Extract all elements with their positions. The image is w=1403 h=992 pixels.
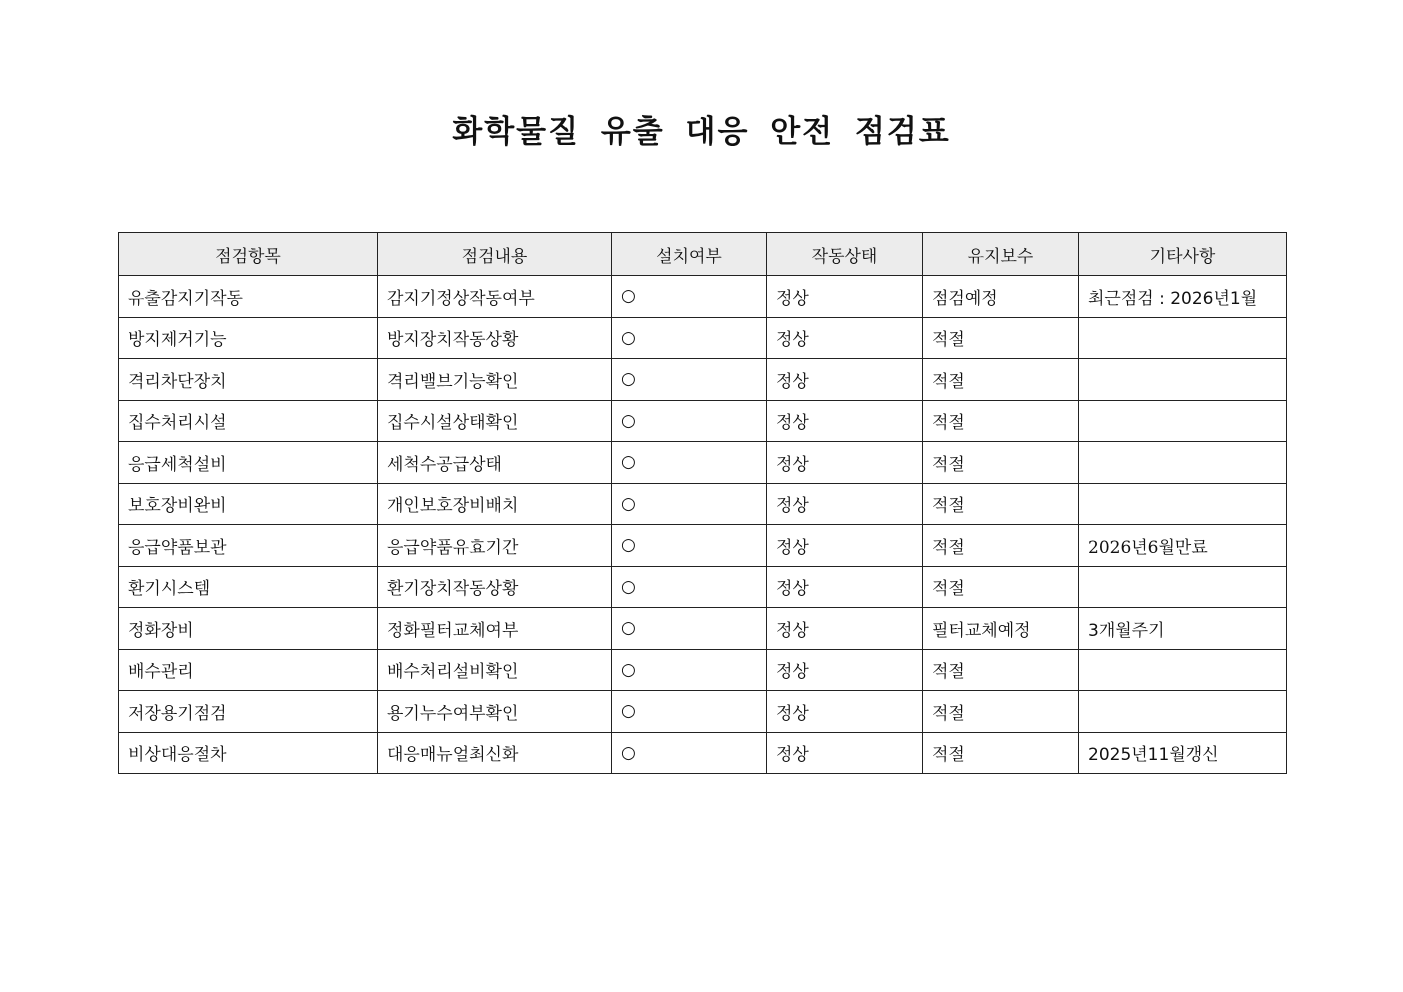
cell-item: 유출감지기작동 xyxy=(119,276,378,318)
table-row xyxy=(119,400,1287,442)
cell-maintenance: 점검예정 xyxy=(923,276,1079,318)
table-row xyxy=(119,649,1287,691)
cell-content: 배수처리설비확인 xyxy=(378,649,612,691)
cell-remarks xyxy=(1079,649,1287,691)
cell-remarks: 3개월주기 xyxy=(1079,608,1287,650)
cell-installed-mark: ○ xyxy=(612,525,767,567)
cell-installed-mark: ○ xyxy=(612,276,767,318)
table-row xyxy=(119,442,1287,484)
cell-content: 응급약품유효기간 xyxy=(378,525,612,567)
cell-item: 배수관리 xyxy=(119,649,378,691)
cell-remarks xyxy=(1079,483,1287,525)
document-title: 화학물질 유출 대응 안전 점검표 xyxy=(452,114,951,150)
cell-remarks xyxy=(1079,317,1287,359)
cell-maintenance: 적절 xyxy=(923,359,1079,401)
cell-remarks xyxy=(1079,359,1287,401)
table-row xyxy=(119,525,1287,567)
cell-installed-mark: ○ xyxy=(612,608,767,650)
header-inspection-item: 점검항목 xyxy=(119,233,378,276)
cell-remarks xyxy=(1079,400,1287,442)
cell-status: 정상 xyxy=(767,317,923,359)
table-row xyxy=(119,608,1287,650)
cell-item: 비상대응절차 xyxy=(119,732,378,774)
cell-installed-mark: ○ xyxy=(612,400,767,442)
cell-content: 격리밸브기능확인 xyxy=(378,359,612,401)
cell-content: 집수시설상태확인 xyxy=(378,400,612,442)
cell-remarks: 2026년6월만료 xyxy=(1079,525,1287,567)
cell-content: 대응매뉴얼최신화 xyxy=(378,732,612,774)
cell-content: 감지기정상작동여부 xyxy=(378,276,612,318)
cell-installed-mark: ○ xyxy=(612,359,767,401)
cell-installed-mark: ○ xyxy=(612,566,767,608)
cell-maintenance: 적절 xyxy=(923,483,1079,525)
cell-item: 응급세척설비 xyxy=(119,442,378,484)
cell-status: 정상 xyxy=(767,649,923,691)
cell-status: 정상 xyxy=(767,483,923,525)
cell-content: 정화필터교체여부 xyxy=(378,608,612,650)
cell-item: 격리차단장치 xyxy=(119,359,378,401)
cell-status: 정상 xyxy=(767,525,923,567)
cell-remarks xyxy=(1079,691,1287,733)
cell-maintenance: 적절 xyxy=(923,649,1079,691)
table-row xyxy=(119,317,1287,359)
cell-item: 저장용기점검 xyxy=(119,691,378,733)
cell-installed-mark: ○ xyxy=(612,649,767,691)
cell-remarks xyxy=(1079,442,1287,484)
table-row xyxy=(119,732,1287,774)
table-row xyxy=(119,691,1287,733)
cell-status: 정상 xyxy=(767,608,923,650)
inspection-checklist-table xyxy=(118,232,1287,774)
cell-maintenance: 적절 xyxy=(923,400,1079,442)
cell-item: 응급약품보관 xyxy=(119,525,378,567)
header-installed: 설치여부 xyxy=(612,233,767,276)
table-header xyxy=(119,233,1287,276)
cell-status: 정상 xyxy=(767,400,923,442)
cell-content: 용기누수여부확인 xyxy=(378,691,612,733)
header-operating-status: 작동상태 xyxy=(767,233,923,276)
cell-installed-mark: ○ xyxy=(612,483,767,525)
cell-status: 정상 xyxy=(767,691,923,733)
cell-status: 정상 xyxy=(767,276,923,318)
cell-installed-mark: ○ xyxy=(612,442,767,484)
cell-status: 정상 xyxy=(767,566,923,608)
cell-remarks: 최근점검 : 2026년1월 xyxy=(1079,276,1287,318)
cell-maintenance: 적절 xyxy=(923,317,1079,359)
cell-maintenance: 적절 xyxy=(923,732,1079,774)
cell-item: 집수처리시설 xyxy=(119,400,378,442)
table-body xyxy=(119,276,1287,774)
cell-maintenance: 적절 xyxy=(923,442,1079,484)
table-row xyxy=(119,359,1287,401)
table-row xyxy=(119,566,1287,608)
cell-installed-mark: ○ xyxy=(612,732,767,774)
header-row xyxy=(119,233,1287,276)
cell-remarks: 2025년11월갱신 xyxy=(1079,732,1287,774)
cell-status: 정상 xyxy=(767,732,923,774)
table-row xyxy=(119,276,1287,318)
cell-installed-mark: ○ xyxy=(612,691,767,733)
cell-maintenance: 필터교체예정 xyxy=(923,608,1079,650)
cell-item: 방지제거기능 xyxy=(119,317,378,359)
cell-item: 보호장비완비 xyxy=(119,483,378,525)
cell-content: 세척수공급상태 xyxy=(378,442,612,484)
cell-content: 환기장치작동상황 xyxy=(378,566,612,608)
cell-content: 개인보호장비배치 xyxy=(378,483,612,525)
cell-content: 방지장치작동상황 xyxy=(378,317,612,359)
cell-maintenance: 적절 xyxy=(923,691,1079,733)
header-inspection-content: 점검내용 xyxy=(378,233,612,276)
header-remarks: 기타사항 xyxy=(1079,233,1287,276)
cell-remarks xyxy=(1079,566,1287,608)
cell-item: 환기시스템 xyxy=(119,566,378,608)
cell-status: 정상 xyxy=(767,442,923,484)
cell-installed-mark: ○ xyxy=(612,317,767,359)
header-maintenance: 유지보수 xyxy=(923,233,1079,276)
cell-maintenance: 적절 xyxy=(923,566,1079,608)
cell-status: 정상 xyxy=(767,359,923,401)
table-row xyxy=(119,483,1287,525)
cell-item: 정화장비 xyxy=(119,608,378,650)
cell-maintenance: 적절 xyxy=(923,525,1079,567)
